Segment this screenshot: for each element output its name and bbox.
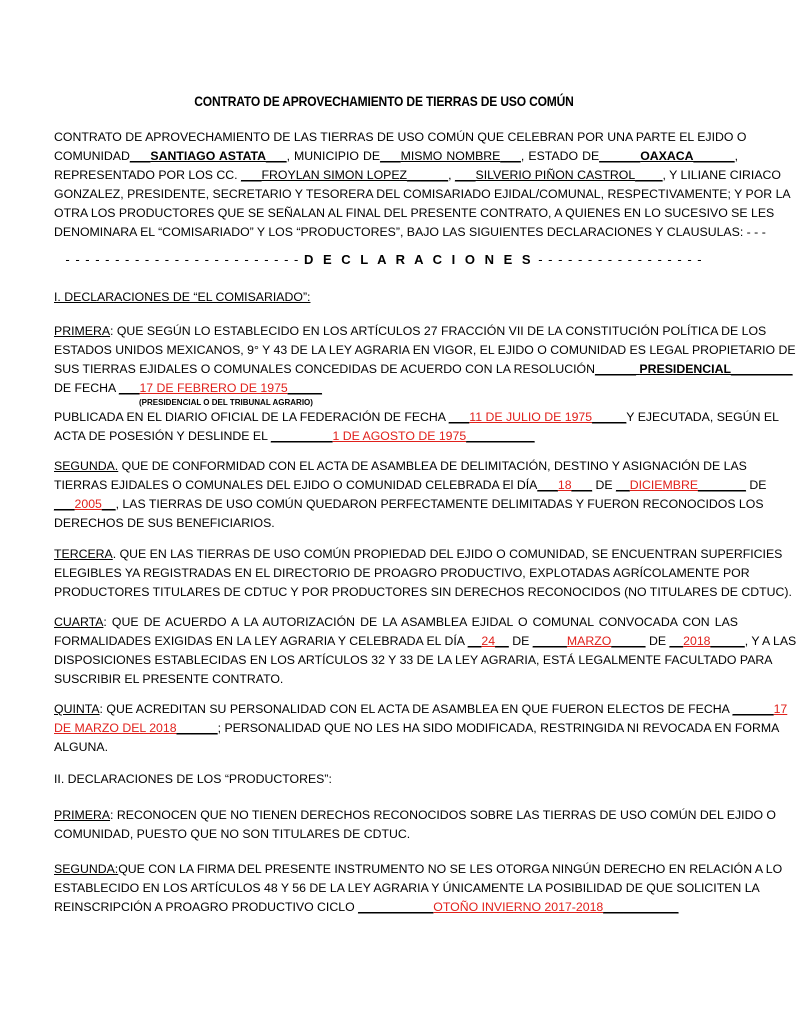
primera-line-5: PUBLICADA EN EL DIARIO OFICIAL DE LA FEDERACIÓN DE FECHA ___11 DE JULIO DE 1975_____Y EJECUTADA, SEGÚN EL bbox=[54, 410, 779, 424]
primera-line-2: ESTADOS UNIDOS MEXICANOS, 9° Y 43 DE LA LEY AGRARIA EN VIGOR, EL EJIDO O COMUNIDAD ES LEGAL PROPIETARIO DE bbox=[54, 343, 796, 357]
label-liliane: , Y LILIANE CIRIACO bbox=[662, 168, 781, 182]
label-representado: REPRESENTADO POR LOS CC. bbox=[54, 168, 238, 182]
declarations-word: D E C L A R A C I O N E S bbox=[304, 252, 534, 267]
producers-primera bbox=[54, 806, 776, 844]
document-title: CONTRATO DE APROVECHAMIENTO DE TIERRAS DE USO COMÚN bbox=[194, 93, 574, 109]
declarations-heading bbox=[0, 250, 768, 269]
producers-primera-line-2: COMUNIDAD, PUESTO QUE NO SON TITULARES DE CDTUC. bbox=[54, 827, 411, 841]
tercera-label: TERCERA bbox=[54, 547, 113, 561]
section-1-heading-text: I. DECLARACIONES DE “EL COMISARIADO”: bbox=[54, 290, 311, 304]
producers-segunda-line-2: ESTABLECIDO EN LOS ARTÍCULOS 48 Y 56 DE LA LEY AGRARIA Y ÚNICAMENTE LA POSIBILIDAD DE QUE SOLICITEN LA bbox=[54, 881, 760, 895]
primera-line-6: ACTA DE POSESIÓN Y DESLINDE EL _________1 DE AGOSTO DE 1975__________ bbox=[54, 429, 535, 443]
clause-tercera bbox=[54, 545, 792, 602]
segunda-text-3: , LAS TIERRAS DE USO COMÚN QUEDARON PERFECTAMENTE DELIMITADAS Y FUERON RECONOCIDOS LOS bbox=[115, 497, 764, 511]
primera-text-5b: Y EJECUTADA, SEGÚN EL bbox=[626, 410, 779, 424]
de-4: DE bbox=[648, 634, 667, 648]
label-municipio: , MUNICIPIO DE bbox=[286, 149, 381, 163]
segunda-text-2: TIERRAS EJIDALES O COMUNALES DEL EJIDO O COMUNIDAD CELEBRADA El DÍA bbox=[54, 478, 538, 492]
execution-date: 1 DE AGOSTO DE 1975 bbox=[332, 429, 467, 443]
primera-text-1: : QUE SEGÚN LO ESTABLECIDO EN LOS ARTÍCULOS 27 FRACCIÓN VII DE LA CONSTITUCIÓN POLÍTICA DE LOS bbox=[110, 324, 767, 338]
segunda-label: SEGUNDA. bbox=[54, 459, 119, 473]
quinta-line-1: QUINTA: QUE ACREDITAN SU PERSONALIDAD CON EL ACTA DE ASAMBLEA EN QUE FUERON ELECTOS DE FECHA ______17 bbox=[54, 702, 788, 716]
assembly-year: 2005 bbox=[74, 497, 102, 511]
authorization-day: 24 bbox=[481, 634, 496, 648]
representative-1: FROYLAN SIMON LOPEZ bbox=[261, 168, 408, 182]
cuarta-label: CUARTA bbox=[54, 615, 104, 629]
dashes-right: - - - - - - - - - - - - - - - - - bbox=[538, 252, 703, 267]
primera-label: PRIMERA bbox=[54, 324, 111, 338]
primera-line-4: DE FECHA ___17 DE FEBRERO DE 1975_____ bbox=[54, 381, 322, 395]
segunda-text-1: QUE DE CONFORMIDAD CON EL ACTA DE ASAMBLEA DE DELIMITACIÓN, DESTINO Y ASIGNACIÓN DE LAS bbox=[118, 459, 747, 473]
community-value: SANTIAGO ASTATA bbox=[150, 149, 267, 163]
primera-text-3: SUS TIERRAS EJIDALES O COMUNALES CONCEDIDAS DE ACUERDO CON LA RESOLUCIÓN bbox=[54, 362, 595, 376]
clause-quinta bbox=[54, 700, 788, 757]
section-1-heading bbox=[54, 288, 738, 307]
resolution-value: PRESIDENCIAL bbox=[639, 362, 731, 376]
tercera-line-2: ELEGIBLES YA REGISTRADAS EN EL DIRECTORIO DE PROAGRO PRODUCTIVO, EXPLOTADAS AGRÍCOLAMENTE POR bbox=[54, 566, 750, 580]
section-2-heading bbox=[54, 770, 738, 789]
section-2-heading-text: II. DECLARACIONES DE LOS “PRODUCTORES”: bbox=[54, 772, 332, 786]
producers-segunda bbox=[54, 860, 783, 917]
quinta-label: QUINTA bbox=[54, 702, 100, 716]
quinta-text-1: : QUE ACREDITAN SU PERSONALIDAD CON EL ACTA DE ASAMBLEA EN QUE FUERON ELECTOS DE FECHA bbox=[99, 702, 730, 716]
producers-segunda-text-1: QUE CON LA FIRMA DEL PRESENTE INSTRUMENTO NO SE LES OTORGA NINGÚN DERECHO EN RELACIÓN A LO bbox=[118, 862, 783, 876]
cycle-value: OTOÑO INVIERNO 2017-2018 bbox=[433, 900, 604, 914]
publication-date: 11 DE JULIO DE 1975 bbox=[469, 410, 593, 424]
intro-line-5: OTRA LOS PRODUCTORES QUE SE SEÑALAN AL FINAL DEL PRESENTE CONTRATO, A QUIENES EN LO SUCESIVO SE LES bbox=[54, 206, 775, 220]
primera-line-3: SUS TIERRAS EJIDALES O COMUNALES CONCEDIDAS DE ACUERDO CON LA RESOLUCIÓN______ PRESIDENCIAL_________ bbox=[54, 362, 793, 376]
producers-primera-text-1: : RECONOCEN QUE NO TIENEN DERECHOS RECONOCIDOS SOBRE LAS TIERRAS DE USO COMÚN DEL EJIDO O bbox=[110, 808, 776, 822]
resolution-note: (PRESIDENCIAL O DEL TRIBUNAL AGRARIO) bbox=[139, 398, 313, 407]
tercera-line-3: PRODUCTORES TITULARES DE CDTUC Y POR PRODUCTORES SIN DERECHOS RECONOCIDOS (NO TITULARES DE CDTUC). bbox=[54, 585, 792, 599]
intro-line-4: GONZALEZ, PRESIDENTE, SECRETARIO Y TESORERA DEL COMISARIADO EJIDAL/COMUNAL, RESPECTIVAMENTE; Y POR LA bbox=[54, 187, 791, 201]
de-3: DE bbox=[512, 634, 530, 648]
election-date-a: 17 bbox=[773, 702, 788, 716]
producers-primera-label: PRIMERA bbox=[54, 808, 111, 822]
municipality-value: MISMO NOMBRE bbox=[400, 149, 501, 163]
cuarta-line-4: SUSCRIBIR EL PRESENTE CONTRATO. bbox=[54, 672, 284, 686]
de-2: DE bbox=[749, 478, 767, 492]
assembly-month: DICIEMBRE bbox=[629, 478, 699, 492]
authorization-year: 2018 bbox=[683, 634, 711, 648]
producers-segunda-label: SEGUNDA: bbox=[54, 862, 119, 876]
cuarta-line-1 bbox=[54, 613, 738, 632]
quinta-line-3: ALGUNA. bbox=[54, 740, 108, 754]
intro-line-6: DENOMINARA EL “COMISARIADO” Y LOS “PRODUCTORES”, BAJO LAS SIGUIENTES DECLARACIONES Y CLAUSULAS: - - - bbox=[54, 225, 766, 239]
election-date-b: DE MARZO DEL 2018 bbox=[54, 721, 177, 735]
de-1: DE bbox=[595, 478, 613, 492]
producers-segunda-line-1 bbox=[54, 860, 783, 879]
state-value: OAXACA bbox=[640, 149, 694, 163]
intro-line-3: REPRESENTADO POR LOS CC. ___FROYLAN SIMON LOPEZ______, ___SILVERIO PIÑON CASTROL____, Y LILIANE CIRIACO bbox=[54, 168, 781, 182]
primera-text-5: PUBLICADA EN EL DIARIO OFICIAL DE LA FEDERACIÓN DE FECHA bbox=[54, 410, 446, 424]
primera-text-6: ACTA DE POSESIÓN Y DESLINDE EL bbox=[54, 429, 268, 443]
label-de-fecha: DE FECHA bbox=[54, 381, 116, 395]
producers-primera-line-1 bbox=[54, 806, 776, 825]
intro-line-1: CONTRATO DE APROVECHAMIENTO DE LAS TIERRAS DE USO COMÚN QUE CELEBRAN POR UNA PARTE EL EJIDO O bbox=[54, 130, 747, 144]
segunda-line-4: DERECHOS DE SUS BENEFICIARIOS. bbox=[54, 516, 275, 530]
clause-primera bbox=[54, 322, 796, 446]
segunda-line-2: TIERRAS EJIDALES O COMUNALES DEL EJIDO O COMUNIDAD CELEBRADA El DÍA___18___ DE __DICIEMBRE_______ DE bbox=[54, 478, 767, 492]
producers-segunda-text-3: REINSCRIPCIÓN A PROAGRO PRODUCTIVO CICLO bbox=[54, 900, 355, 914]
label-comunidad: COMUNIDAD bbox=[54, 149, 130, 163]
cuarta-text-2: FORMALIDADES EXIGIDAS EN LA LEY AGRARIA Y CELEBRADA EL DÍA bbox=[54, 634, 465, 648]
resolution-date: 17 DE FEBRERO DE 1975 bbox=[139, 381, 288, 395]
segunda-line-3: ___2005__, LAS TIERRAS DE USO COMÚN QUEDARON PERFECTAMENTE DELIMITADAS Y FUERON RECONOCIDOS LOS bbox=[54, 497, 764, 511]
cuarta-text-2b: , Y A LAS bbox=[744, 634, 796, 648]
primera-line-1 bbox=[54, 322, 767, 341]
dashes-left: - - - - - - - - - - - - - - - - - - - - - - - - bbox=[65, 252, 300, 267]
tercera-text-1: . QUE EN LAS TIERRAS DE USO COMÚN PROPIEDAD DEL EJIDO O COMUNIDAD, SE ENCUENTRAN SUPERFICIES bbox=[112, 547, 783, 561]
label-estado: , ESTADO DE bbox=[520, 149, 600, 163]
cuarta-line-3: DISPOSICIONES ESTABLECIDAS EN LOS ARTÍCULOS 32 Y 33 DE LA LEY AGRARIA, ESTÁ LEGALMENTE FACULTADO PARA bbox=[54, 653, 773, 667]
clause-cuarta bbox=[54, 613, 796, 689]
tercera-line-1 bbox=[54, 545, 783, 564]
quinta-line-2: DE MARZO DEL 2018______; PERSONALIDAD QUE NO LES HA SIDO MODIFICADA, RESTRINGIDA NI REVOCADA EN FORMA bbox=[54, 721, 780, 735]
authorization-month: MARZO bbox=[566, 634, 612, 648]
segunda-line-1 bbox=[54, 457, 747, 476]
producers-segunda-line-3: REINSCRIPCIÓN A PROAGRO PRODUCTIVO CICLO ___________OTOÑO INVIERNO 2017-2018___________ bbox=[54, 900, 679, 914]
intro-paragraph bbox=[54, 128, 791, 242]
cuarta-line-2: FORMALIDADES EXIGIDAS EN LA LEY AGRARIA Y CELEBRADA EL DÍA __24__ DE _____MARZO_____ DE __2018_____, Y A LAS bbox=[54, 634, 796, 648]
representative-2: SILVERIO PIÑON CASTROL bbox=[475, 168, 636, 182]
cuarta-text-1: : QUE DE ACUERDO A LA AUTORIZACIÓN DE LA ASAMBLEA EJIDAL O COMUNAL CONVOCADA CON LAS bbox=[103, 615, 738, 629]
intro-line-2: COMUNIDAD___SANTIAGO ASTATA___, MUNICIPIO DE___MISMO NOMBRE___, ESTADO DE______OAXACA______, bbox=[54, 149, 738, 163]
quinta-text-2: ; PERSONALIDAD QUE NO LES HA SIDO MODIFICADA, RESTRINGIDA NI REVOCADA EN FORMA bbox=[217, 721, 780, 735]
assembly-day: 18 bbox=[557, 478, 572, 492]
clause-segunda bbox=[54, 457, 767, 533]
